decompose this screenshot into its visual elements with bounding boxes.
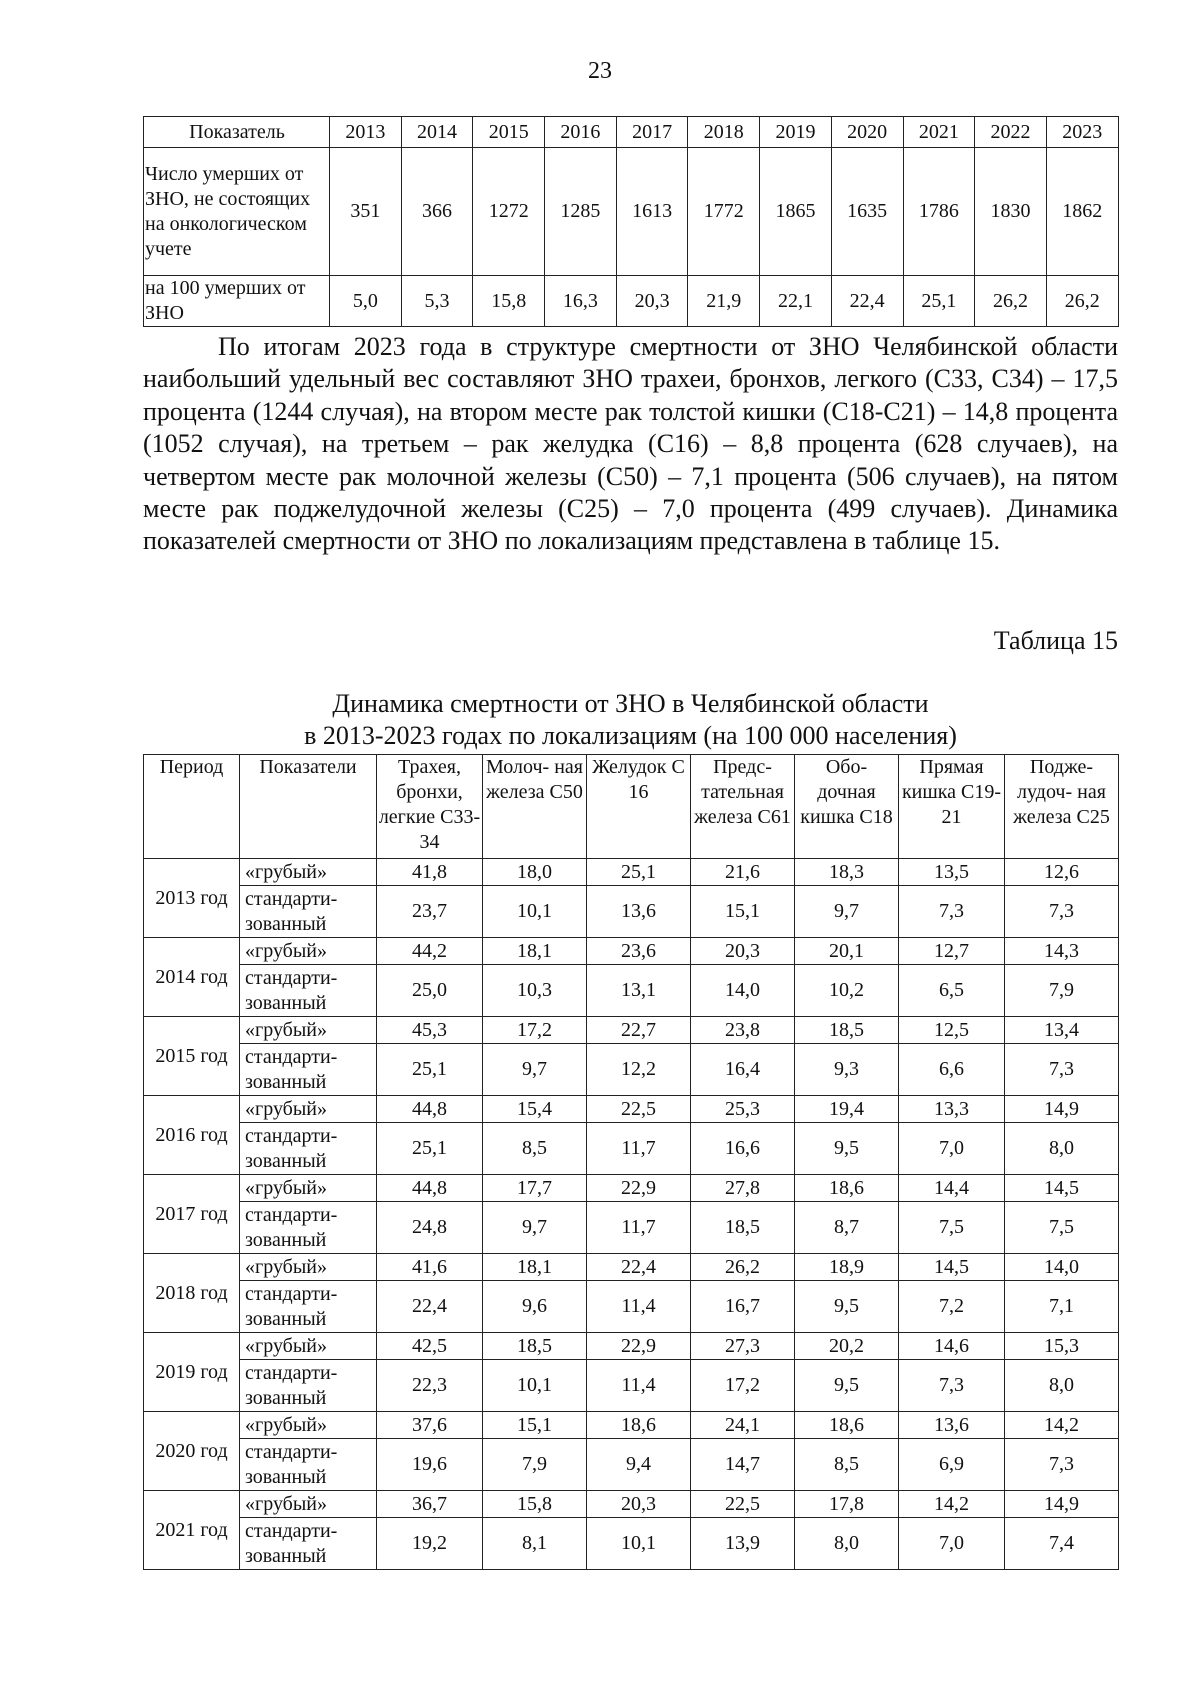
table-cell: 19,4 xyxy=(795,1096,899,1123)
table-title-line-2: в 2013-2023 годах по локализациям (на 100 000 населения) xyxy=(304,721,957,750)
indicator-crude: «грубый» xyxy=(240,1333,377,1360)
top-table-header-row xyxy=(144,117,1119,148)
table-cell: 19,6 xyxy=(377,1439,483,1491)
table-cell: 44,8 xyxy=(377,1175,483,1202)
header-year: 2023 xyxy=(1046,117,1118,148)
table-cell: 20,3 xyxy=(587,1491,691,1518)
table-cell: 13,1 xyxy=(587,965,691,1017)
table-cell: 22,7 xyxy=(587,1017,691,1044)
table-cell: 8,0 xyxy=(1005,1360,1119,1412)
table-row-standardized xyxy=(144,1360,1119,1412)
table-row-standardized xyxy=(144,1281,1119,1333)
header-year: 2016 xyxy=(545,117,617,148)
table-cell: 11,7 xyxy=(587,1202,691,1254)
header-year: 2018 xyxy=(688,117,760,148)
deaths-not-registered-table xyxy=(143,116,1119,327)
table-cell: 7,2 xyxy=(899,1281,1005,1333)
table-cell: 8,5 xyxy=(795,1439,899,1491)
table-cell: 7,0 xyxy=(899,1123,1005,1175)
table-cell: 15,4 xyxy=(483,1096,587,1123)
table-cell: 27,3 xyxy=(691,1333,795,1360)
table-cell: 20,2 xyxy=(795,1333,899,1360)
table-cell: 15,1 xyxy=(691,886,795,938)
table-row-standardized xyxy=(144,1439,1119,1491)
table-cell: 13,6 xyxy=(899,1412,1005,1439)
table-cell: 13,9 xyxy=(691,1518,795,1570)
table-cell: 25,1 xyxy=(377,1123,483,1175)
indicator-crude: «грубый» xyxy=(240,1254,377,1281)
period-cell: 2015 год xyxy=(144,1017,240,1096)
table-cell: 14,0 xyxy=(1005,1254,1119,1281)
indicator-standardized: стандарти- зованный xyxy=(240,886,377,938)
table-cell: 14,7 xyxy=(691,1439,795,1491)
header-year: 2019 xyxy=(760,117,832,148)
table-cell: 10,1 xyxy=(483,886,587,938)
table-cell: 22,3 xyxy=(377,1360,483,1412)
indicator-standardized: стандарти- зованный xyxy=(240,1202,377,1254)
table-cell: 18,6 xyxy=(795,1175,899,1202)
table-cell: 27,8 xyxy=(691,1175,795,1202)
indicator-crude: «грубый» xyxy=(240,1096,377,1123)
table-cell: 14,5 xyxy=(899,1254,1005,1281)
table-cell: 5,0 xyxy=(330,276,402,327)
table-cell: 21,6 xyxy=(691,859,795,886)
table-cell: 24,1 xyxy=(691,1412,795,1439)
table-cell: 24,8 xyxy=(377,1202,483,1254)
table-row-crude xyxy=(144,1017,1119,1044)
indicator-standardized: стандарти- зованный xyxy=(240,1281,377,1333)
table-cell: 13,3 xyxy=(899,1096,1005,1123)
table-cell: 14,2 xyxy=(899,1491,1005,1518)
column-header: Обо- дочная кишка С18 xyxy=(795,755,899,859)
table-cell: 18,0 xyxy=(483,859,587,886)
table-cell: 22,5 xyxy=(587,1096,691,1123)
table-cell: 25,1 xyxy=(377,1044,483,1096)
table-cell: 23,8 xyxy=(691,1017,795,1044)
table-cell: 45,3 xyxy=(377,1017,483,1044)
table-cell: 18,9 xyxy=(795,1254,899,1281)
table-cell: 22,9 xyxy=(587,1333,691,1360)
table-cell: 7,3 xyxy=(1005,886,1119,938)
header-year: 2017 xyxy=(616,117,688,148)
table-cell: 14,6 xyxy=(899,1333,1005,1360)
header-year: 2022 xyxy=(975,117,1047,148)
period-cell: 2013 год xyxy=(144,859,240,938)
header-indicator: Показатель xyxy=(144,117,330,148)
period-cell: 2014 год xyxy=(144,938,240,1017)
table-cell: 21,9 xyxy=(688,276,760,327)
table-cell: 25,3 xyxy=(691,1096,795,1123)
table-cell: 13,4 xyxy=(1005,1017,1119,1044)
indicator-standardized: стандарти- зованный xyxy=(240,1044,377,1096)
table-cell: 18,6 xyxy=(587,1412,691,1439)
table-cell: 14,2 xyxy=(1005,1412,1119,1439)
table-cell: 8,7 xyxy=(795,1202,899,1254)
indicator-standardized: стандарти- зованный xyxy=(240,1518,377,1570)
table-cell: 42,5 xyxy=(377,1333,483,1360)
table-cell: 37,6 xyxy=(377,1412,483,1439)
table-cell: 6,5 xyxy=(899,965,1005,1017)
table-row-crude xyxy=(144,1333,1119,1360)
table-cell: 14,5 xyxy=(1005,1175,1119,1202)
header-year: 2014 xyxy=(401,117,473,148)
table-cell: 17,2 xyxy=(691,1360,795,1412)
table-row-standardized xyxy=(144,886,1119,938)
table-cell: 7,1 xyxy=(1005,1281,1119,1333)
table-cell: 25,1 xyxy=(587,859,691,886)
table-cell: 17,2 xyxy=(483,1017,587,1044)
indicator-crude: «грубый» xyxy=(240,1491,377,1518)
table-cell: 22,4 xyxy=(587,1254,691,1281)
table-cell: 15,8 xyxy=(473,276,545,327)
table-cell: 13,6 xyxy=(587,886,691,938)
table-label: Таблица 15 xyxy=(993,626,1118,655)
indicator-crude: «грубый» xyxy=(240,1175,377,1202)
column-header: Подже- лудоч- ная железа С25 xyxy=(1005,755,1119,859)
table-cell: 1635 xyxy=(831,148,903,276)
table-cell: 18,1 xyxy=(483,938,587,965)
table-cell: 9,3 xyxy=(795,1044,899,1096)
table-cell: 20,3 xyxy=(616,276,688,327)
table-cell: 41,6 xyxy=(377,1254,483,1281)
table-cell: 8,5 xyxy=(483,1123,587,1175)
row-label: Число умерших от ЗНО, не состоящих на онкологическом учете xyxy=(144,148,330,276)
table-cell: 7,5 xyxy=(899,1202,1005,1254)
table-cell: 1786 xyxy=(903,148,975,276)
table-cell: 14,9 xyxy=(1005,1491,1119,1518)
table-cell: 14,0 xyxy=(691,965,795,1017)
column-header: Желудок С 16 xyxy=(587,755,691,859)
period-cell: 2021 год xyxy=(144,1491,240,1570)
indicator-crude: «грубый» xyxy=(240,938,377,965)
table-cell: 5,3 xyxy=(401,276,473,327)
table-cell: 16,4 xyxy=(691,1044,795,1096)
table-cell: 18,1 xyxy=(483,1254,587,1281)
table-cell: 351 xyxy=(330,148,402,276)
column-header: Период xyxy=(144,755,240,859)
page-number: 23 xyxy=(588,58,612,84)
table-cell: 16,7 xyxy=(691,1281,795,1333)
table-row-crude xyxy=(144,938,1119,965)
table-cell: 8,1 xyxy=(483,1518,587,1570)
table-cell: 366 xyxy=(401,148,473,276)
table-cell: 11,4 xyxy=(587,1360,691,1412)
table-cell: 22,9 xyxy=(587,1175,691,1202)
table-cell: 18,5 xyxy=(691,1202,795,1254)
table-cell: 7,3 xyxy=(1005,1044,1119,1096)
column-header: Молоч- ная железа С50 xyxy=(483,755,587,859)
table-cell: 16,6 xyxy=(691,1123,795,1175)
table-row-crude xyxy=(144,1254,1119,1281)
table-row-crude xyxy=(144,859,1119,886)
period-cell: 2019 год xyxy=(144,1333,240,1412)
header-year: 2021 xyxy=(903,117,975,148)
indicator-crude: «грубый» xyxy=(240,859,377,886)
table-cell: 7,3 xyxy=(899,886,1005,938)
table-cell: 9,5 xyxy=(795,1123,899,1175)
table-cell: 1272 xyxy=(473,148,545,276)
table-row-crude xyxy=(144,1412,1119,1439)
table-cell: 1772 xyxy=(688,148,760,276)
table-cell: 7,9 xyxy=(483,1439,587,1491)
table-cell: 11,4 xyxy=(587,1281,691,1333)
indicator-crude: «грубый» xyxy=(240,1412,377,1439)
table-cell: 23,6 xyxy=(587,938,691,965)
table-cell: 22,5 xyxy=(691,1491,795,1518)
table-cell: 13,5 xyxy=(899,859,1005,886)
table-cell: 18,3 xyxy=(795,859,899,886)
table-cell: 8,0 xyxy=(795,1518,899,1570)
table-row-standardized xyxy=(144,965,1119,1017)
column-header: Прямая кишка С19-21 xyxy=(899,755,1005,859)
table-cell: 10,1 xyxy=(587,1518,691,1570)
row-label: на 100 умерших от ЗНО xyxy=(144,276,330,327)
table-cell: 22,4 xyxy=(831,276,903,327)
table-cell: 17,8 xyxy=(795,1491,899,1518)
table-cell: 8,0 xyxy=(1005,1123,1119,1175)
table-cell: 7,5 xyxy=(1005,1202,1119,1254)
table-row-crude xyxy=(144,1096,1119,1123)
table-cell: 7,4 xyxy=(1005,1518,1119,1570)
column-header: Показатели xyxy=(240,755,377,859)
table-cell: 12,2 xyxy=(587,1044,691,1096)
table-row-standardized xyxy=(144,1123,1119,1175)
table-cell: 26,2 xyxy=(975,276,1047,327)
table-cell: 14,4 xyxy=(899,1175,1005,1202)
table-cell: 23,7 xyxy=(377,886,483,938)
table-cell: 14,3 xyxy=(1005,938,1119,965)
table-cell: 16,3 xyxy=(545,276,617,327)
table-cell: 12,7 xyxy=(899,938,1005,965)
table-row-standardized xyxy=(144,1044,1119,1096)
table-cell: 12,5 xyxy=(899,1017,1005,1044)
top-table-row xyxy=(144,148,1119,276)
indicator-standardized: стандарти- зованный xyxy=(240,1439,377,1491)
table-cell: 26,2 xyxy=(1046,276,1118,327)
table-cell: 11,7 xyxy=(587,1123,691,1175)
table-cell: 10,3 xyxy=(483,965,587,1017)
table-cell: 6,6 xyxy=(899,1044,1005,1096)
column-header: Трахея, бронхи, легкие С33-34 xyxy=(377,755,483,859)
table-cell: 41,8 xyxy=(377,859,483,886)
indicator-standardized: стандарти- зованный xyxy=(240,965,377,1017)
period-cell: 2017 год xyxy=(144,1175,240,1254)
table-cell: 10,1 xyxy=(483,1360,587,1412)
table-cell: 10,2 xyxy=(795,965,899,1017)
table-cell: 36,7 xyxy=(377,1491,483,1518)
header-year: 2015 xyxy=(473,117,545,148)
table-row-crude xyxy=(144,1491,1119,1518)
table-cell: 44,8 xyxy=(377,1096,483,1123)
table-cell: 15,8 xyxy=(483,1491,587,1518)
table-row-standardized xyxy=(144,1518,1119,1570)
period-cell: 2020 год xyxy=(144,1412,240,1491)
table-cell: 19,2 xyxy=(377,1518,483,1570)
table-cell: 25,0 xyxy=(377,965,483,1017)
header-year: 2013 xyxy=(330,117,402,148)
table-title-line-1: Динамика смертности от ЗНО в Челябинской области xyxy=(332,689,929,718)
table-cell: 20,3 xyxy=(691,938,795,965)
table-cell: 17,7 xyxy=(483,1175,587,1202)
table-cell: 9,7 xyxy=(483,1044,587,1096)
header-year: 2020 xyxy=(831,117,903,148)
table-cell: 1862 xyxy=(1046,148,1118,276)
indicator-standardized: стандарти- зованный xyxy=(240,1123,377,1175)
table-cell: 12,6 xyxy=(1005,859,1119,886)
table-cell: 20,1 xyxy=(795,938,899,965)
table-cell: 9,4 xyxy=(587,1439,691,1491)
period-cell: 2018 год xyxy=(144,1254,240,1333)
table-cell: 18,5 xyxy=(795,1017,899,1044)
indicator-crude: «грубый» xyxy=(240,1017,377,1044)
table-cell: 9,5 xyxy=(795,1281,899,1333)
table-cell: 9,6 xyxy=(483,1281,587,1333)
table-cell: 1285 xyxy=(545,148,617,276)
table-cell: 44,2 xyxy=(377,938,483,965)
table-cell: 15,3 xyxy=(1005,1333,1119,1360)
mortality-structure-paragraph: По итогам 2023 года в структуре смертности от ЗНО Челябинской области наибольший удельный вес составляют ЗНО трахеи, бронхов, легкого (С33, С34) – 17,5 процента (1244 случая), на втором месте рак толстой кишки (С18-С21) – 14,8 процента (1052 случая), на третьем – рак желудка (С16) – 8,8 процента (628 случаев), на четвертом месте рак молочной железы (С50) – 7,1 процента (506 случаев), на пятом месте рак поджелудочной железы (С25) – 7,0 процента (499 случаев). Динамика показателей смертности от ЗНО по локализациям представлена в таблице 15. xyxy=(143,332,1118,556)
table-cell: 18,6 xyxy=(795,1412,899,1439)
column-header: Предс- тательная железа С61 xyxy=(691,755,795,859)
table-cell: 14,9 xyxy=(1005,1096,1119,1123)
mortality-by-localization-table xyxy=(143,754,1119,1570)
table-cell: 22,4 xyxy=(377,1281,483,1333)
table-cell: 1613 xyxy=(616,148,688,276)
table-cell: 1865 xyxy=(760,148,832,276)
table-cell: 22,1 xyxy=(760,276,832,327)
table-title xyxy=(143,688,1118,752)
period-cell: 2016 год xyxy=(144,1096,240,1175)
table-cell: 7,3 xyxy=(899,1360,1005,1412)
table-cell: 9,5 xyxy=(795,1360,899,1412)
table-cell: 25,1 xyxy=(903,276,975,327)
table-row-standardized xyxy=(144,1202,1119,1254)
table-cell: 26,2 xyxy=(691,1254,795,1281)
table-cell: 1830 xyxy=(975,148,1047,276)
table-cell: 15,1 xyxy=(483,1412,587,1439)
table-cell: 7,0 xyxy=(899,1518,1005,1570)
table-cell: 9,7 xyxy=(483,1202,587,1254)
table-cell: 6,9 xyxy=(899,1439,1005,1491)
table-cell: 9,7 xyxy=(795,886,899,938)
table-row-crude xyxy=(144,1175,1119,1202)
table-cell: 7,3 xyxy=(1005,1439,1119,1491)
indicator-standardized: стандарти- зованный xyxy=(240,1360,377,1412)
table-cell: 7,9 xyxy=(1005,965,1119,1017)
top-table-row xyxy=(144,276,1119,327)
table-cell: 18,5 xyxy=(483,1333,587,1360)
